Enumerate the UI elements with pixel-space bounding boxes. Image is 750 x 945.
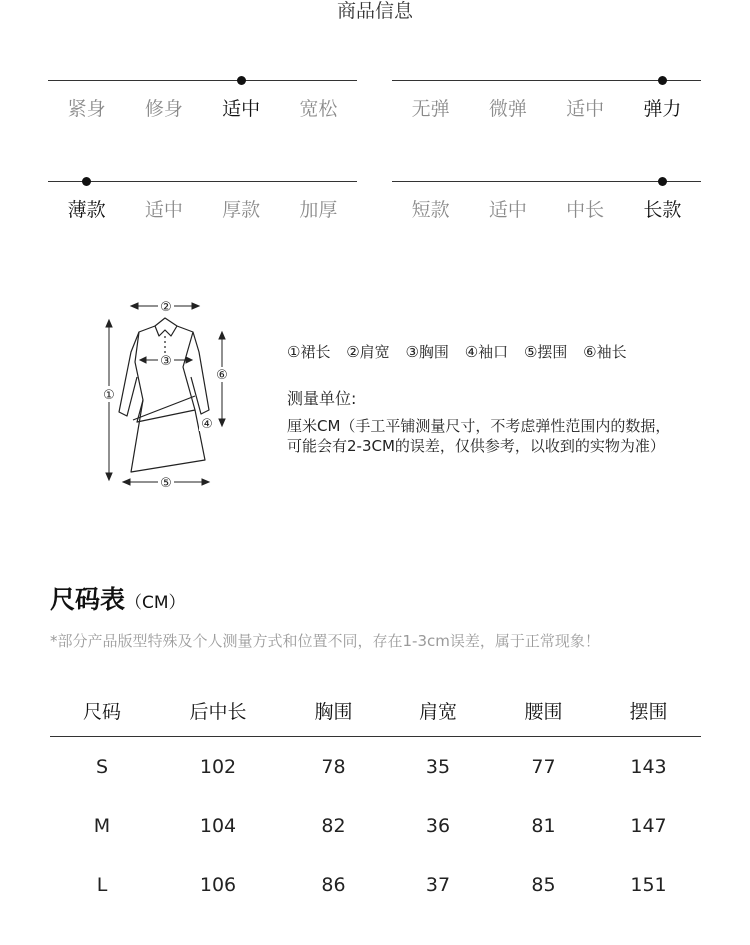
table-header-cell: 尺码 [82, 700, 121, 723]
legend-item: ⑥袖长 [583, 343, 627, 361]
scale-option: 紧身 [67, 98, 106, 120]
scale-option: 无弹 [411, 98, 450, 120]
marker-2: ② [160, 300, 172, 315]
scale-option: 加厚 [299, 199, 338, 221]
size-table-title [50, 580, 186, 616]
table-cell: 151 [630, 873, 667, 896]
table-cell: M [93, 814, 111, 837]
thickness-scale [48, 181, 357, 241]
scale-line [48, 181, 357, 182]
table-cell: 36 [425, 814, 451, 837]
scale-option: 适中 [222, 98, 261, 120]
table-header-cell: 胸围 [314, 700, 353, 723]
scale-option: 适中 [144, 199, 183, 221]
table-row [50, 737, 701, 796]
table-cell: 78 [321, 755, 346, 778]
scale-option: 微弹 [488, 98, 527, 120]
length-scale [392, 181, 701, 241]
table-cell: 104 [199, 814, 237, 837]
legend-item: ③胸围 [405, 343, 449, 361]
left-sleeve-outline [119, 332, 139, 416]
dress-diagram [95, 292, 230, 497]
scale-marker [658, 177, 667, 186]
scale-option: 厚款 [222, 199, 261, 221]
table-cell: 77 [531, 755, 556, 778]
right-sleeve-outline [191, 332, 209, 414]
scale-option: 薄款 [67, 199, 106, 221]
scale-option: 宽松 [299, 98, 338, 120]
measurement-legend [287, 341, 638, 362]
scale-option: 适中 [488, 199, 527, 221]
table-header-cell: 摆围 [629, 700, 668, 723]
collar-outline [155, 318, 177, 336]
scale-option: 短款 [411, 199, 450, 221]
legend-item: ①裙长 [287, 343, 331, 361]
fit-scale [48, 80, 357, 140]
size-table-note: *部分产品版型特殊及个人测量方式和位置不同，存在1-3cm误差，属于正常现象！ [50, 632, 600, 650]
scale-marker [658, 76, 667, 85]
unit-title: 测量单位: [287, 389, 357, 408]
legend-item: ②肩宽 [346, 343, 390, 361]
marker-4: ④ [201, 417, 213, 432]
scale-line [392, 80, 701, 81]
scale-option: 中长 [566, 199, 605, 221]
legend-item: ④袖口 [464, 343, 509, 361]
unit-note [287, 416, 707, 456]
size-table-unit: （CM） [125, 593, 186, 613]
table-cell: 106 [199, 873, 237, 896]
size-table-title-text: 尺码表 [50, 585, 126, 614]
table-cell: 102 [199, 755, 237, 778]
scale-marker [237, 76, 246, 85]
table-row [50, 855, 701, 914]
marker-5: ⑤ [160, 476, 172, 491]
table-cell: L [96, 873, 108, 896]
marker-6: ⑥ [216, 368, 228, 383]
table-cell: 143 [630, 755, 667, 778]
table-cell: 85 [531, 873, 556, 896]
marker-3: ③ [160, 354, 172, 369]
table-cell: 147 [630, 814, 667, 837]
scale-line [48, 80, 357, 81]
section-title: 商品信息 [336, 0, 413, 22]
scale-option: 修身 [144, 98, 183, 120]
table-cell: 82 [321, 814, 346, 837]
scale-option: 适中 [566, 98, 605, 120]
size-table [50, 684, 701, 914]
table-header-row [50, 684, 701, 737]
scale-option: 弹力 [643, 98, 682, 120]
table-cell: 37 [425, 873, 451, 896]
unit-note-line: 厘米CM（手工平铺测量尺寸，不考虑弹性范围内的数据， [287, 417, 671, 435]
table-cell: 81 [531, 814, 556, 837]
table-cell: 35 [425, 755, 451, 778]
table-header-cell: 后中长 [189, 700, 247, 723]
unit-note-line: 可能会有2-3CM的误差，仅供参考，以收到的实物为准） [287, 437, 665, 455]
marker-1: ① [103, 388, 115, 403]
scale-line [392, 181, 701, 182]
elasticity-scale [392, 80, 701, 140]
table-cell: 86 [321, 873, 346, 896]
scale-marker [82, 177, 91, 186]
legend-item: ⑤摆围 [523, 343, 568, 361]
table-header-cell: 肩宽 [418, 700, 457, 723]
table-row [50, 796, 701, 855]
scale-option: 长款 [643, 199, 682, 221]
table-header-cell: 腰围 [524, 700, 563, 723]
table-cell: S [95, 755, 109, 778]
